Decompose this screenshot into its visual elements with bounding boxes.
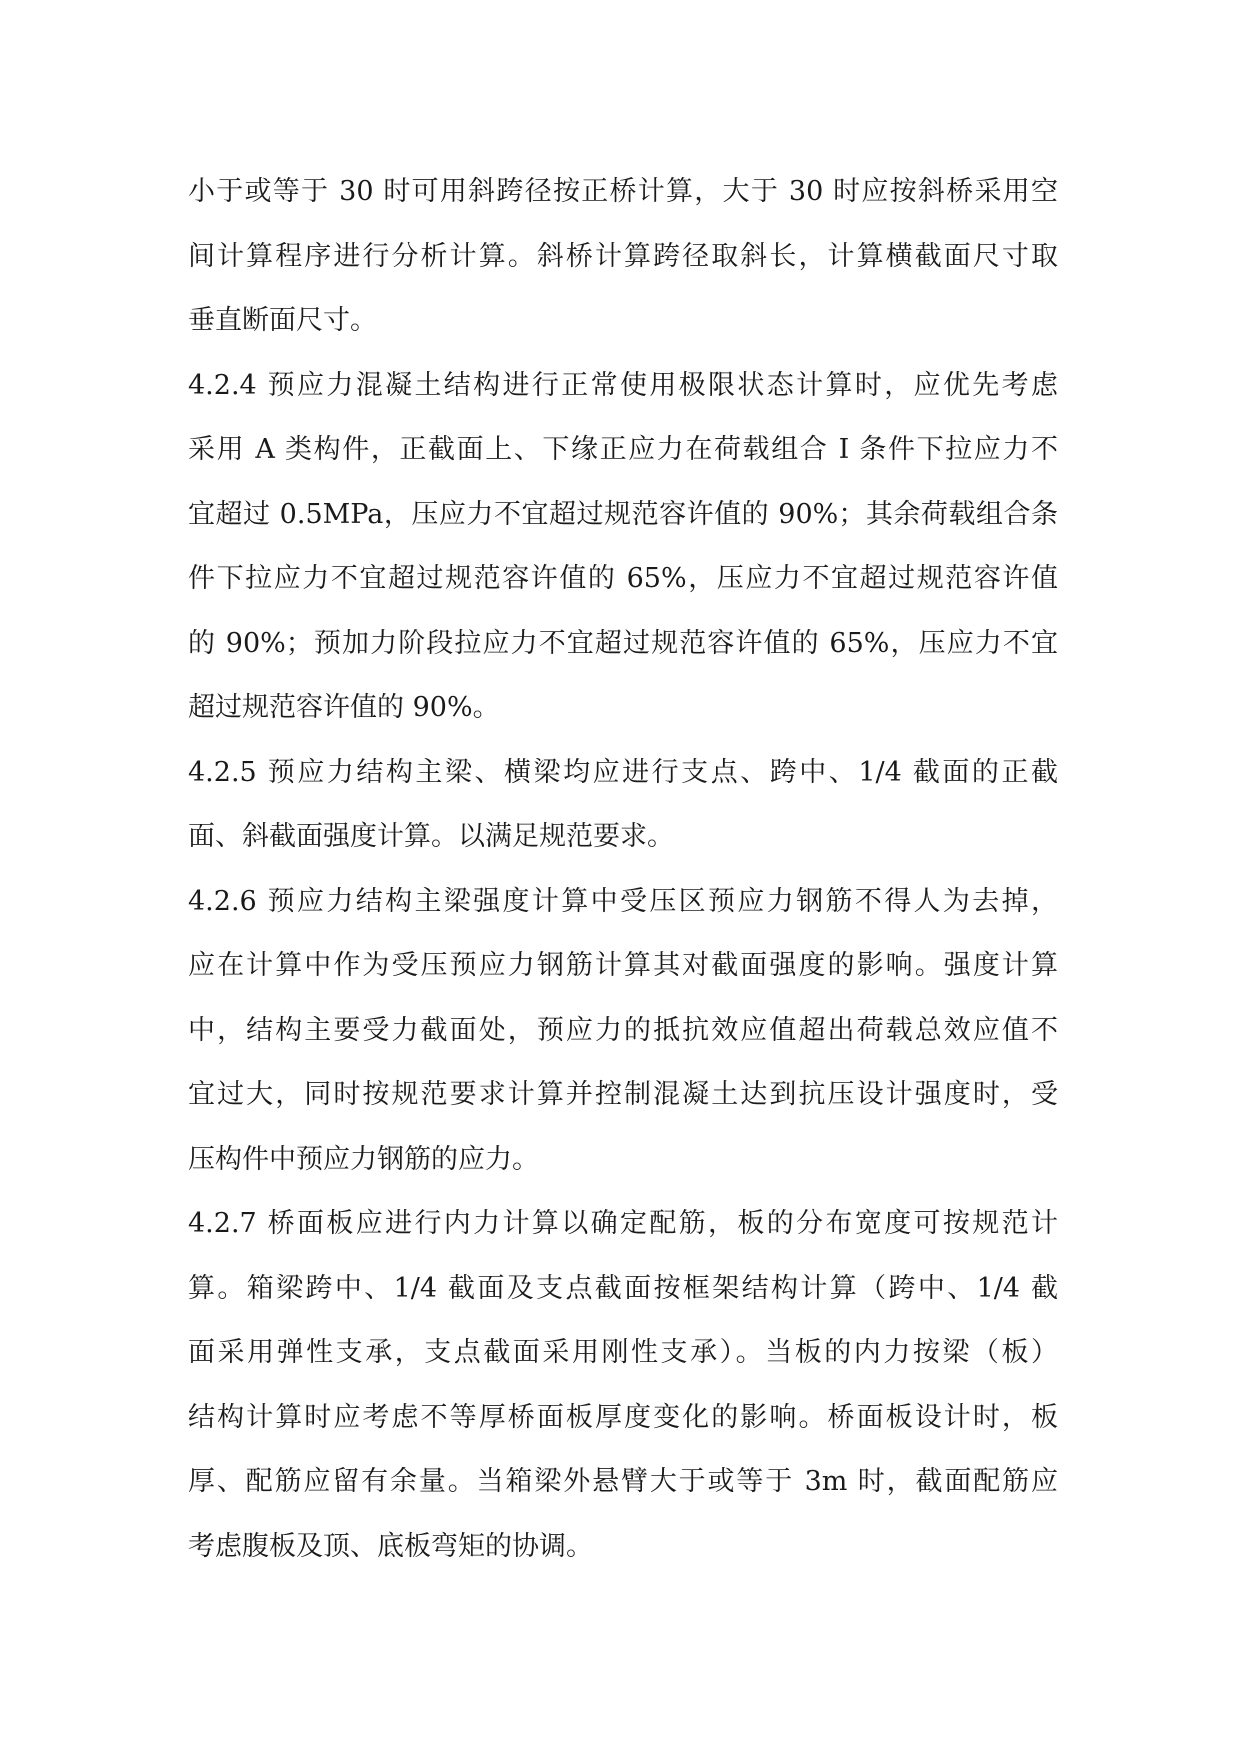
text-line: 间计算程序进行分析计算。斜桥计算跨径取斜长，计算横截面尺寸取 xyxy=(188,240,1058,272)
text-line: 面采用弹性支承，支点截面采用刚性支承）。当板的内力按梁（板） xyxy=(188,1337,1058,1368)
text-line: 的 90%；预加力阶段拉应力不宜超过规范容许值的 65%，压应力不宜 xyxy=(188,627,1058,659)
text-line: 小于或等于 30 时可用斜跨径按正桥计算，大于 30 时应按斜桥采用空 xyxy=(188,176,1058,207)
text-line: 厚、配筋应留有余量。当箱梁外悬臂大于或等于 3m 时，截面配筋应 xyxy=(188,1466,1058,1497)
section-4-2-7-heading-line: 4.2.7 桥面板应进行内力计算以确定配筋，板的分布宽度可按规范计 xyxy=(188,1208,1058,1239)
text-line: 面、斜截面强度计算。以满足规范要求。 xyxy=(188,821,674,852)
text-line: 件下拉应力不宜超过规范容许值的 65%，压应力不宜超过规范容许值 xyxy=(188,563,1058,594)
text-line: 中，结构主要受力截面处，预应力的抵抗效应值超出荷载总效应值不 xyxy=(188,1014,1058,1046)
text-line: 压构件中预应力钢筋的应力。 xyxy=(188,1143,539,1175)
text-line: 宜过大，同时按规范要求计算并控制混凝土达到抗压设计强度时，受 xyxy=(188,1079,1058,1110)
text-line: 垂直断面尺寸。 xyxy=(188,305,377,336)
text-line: 结构计算时应考虑不等厚桥面板厚度变化的影响。桥面板设计时，板 xyxy=(188,1401,1058,1433)
body-text xyxy=(188,160,1058,1579)
section-4-2-5-heading-line: 4.2.5 预应力结构主梁、横梁均应进行支点、跨中、1/4 截面的正截 xyxy=(188,756,1058,788)
text-line: 宜超过 0.5MPa，压应力不宜超过规范容许值的 90%；其余荷载组合条 xyxy=(188,498,1058,530)
text-line: 采用 A 类构件，正截面上、下缘正应力在荷载组合 I 条件下拉应力不 xyxy=(188,434,1058,465)
text-line: 应在计算中作为受压预应力钢筋计算其对截面强度的影响。强度计算 xyxy=(188,950,1058,981)
section-4-2-4-heading-line: 4.2.4 预应力混凝土结构进行正常使用极限状态计算时，应优先考虑 xyxy=(188,369,1058,401)
text-line: 算。箱梁跨中、1/4 截面及支点截面按框架结构计算（跨中、1/4 截 xyxy=(188,1272,1058,1304)
text-line: 超过规范容许值的 90%。 xyxy=(188,692,500,723)
section-4-2-6-heading-line: 4.2.6 预应力结构主梁强度计算中受压区预应力钢筋不得人为去掉， xyxy=(188,885,1058,917)
text-line: 考虑腹板及顶、底板弯矩的协调。 xyxy=(188,1530,593,1562)
